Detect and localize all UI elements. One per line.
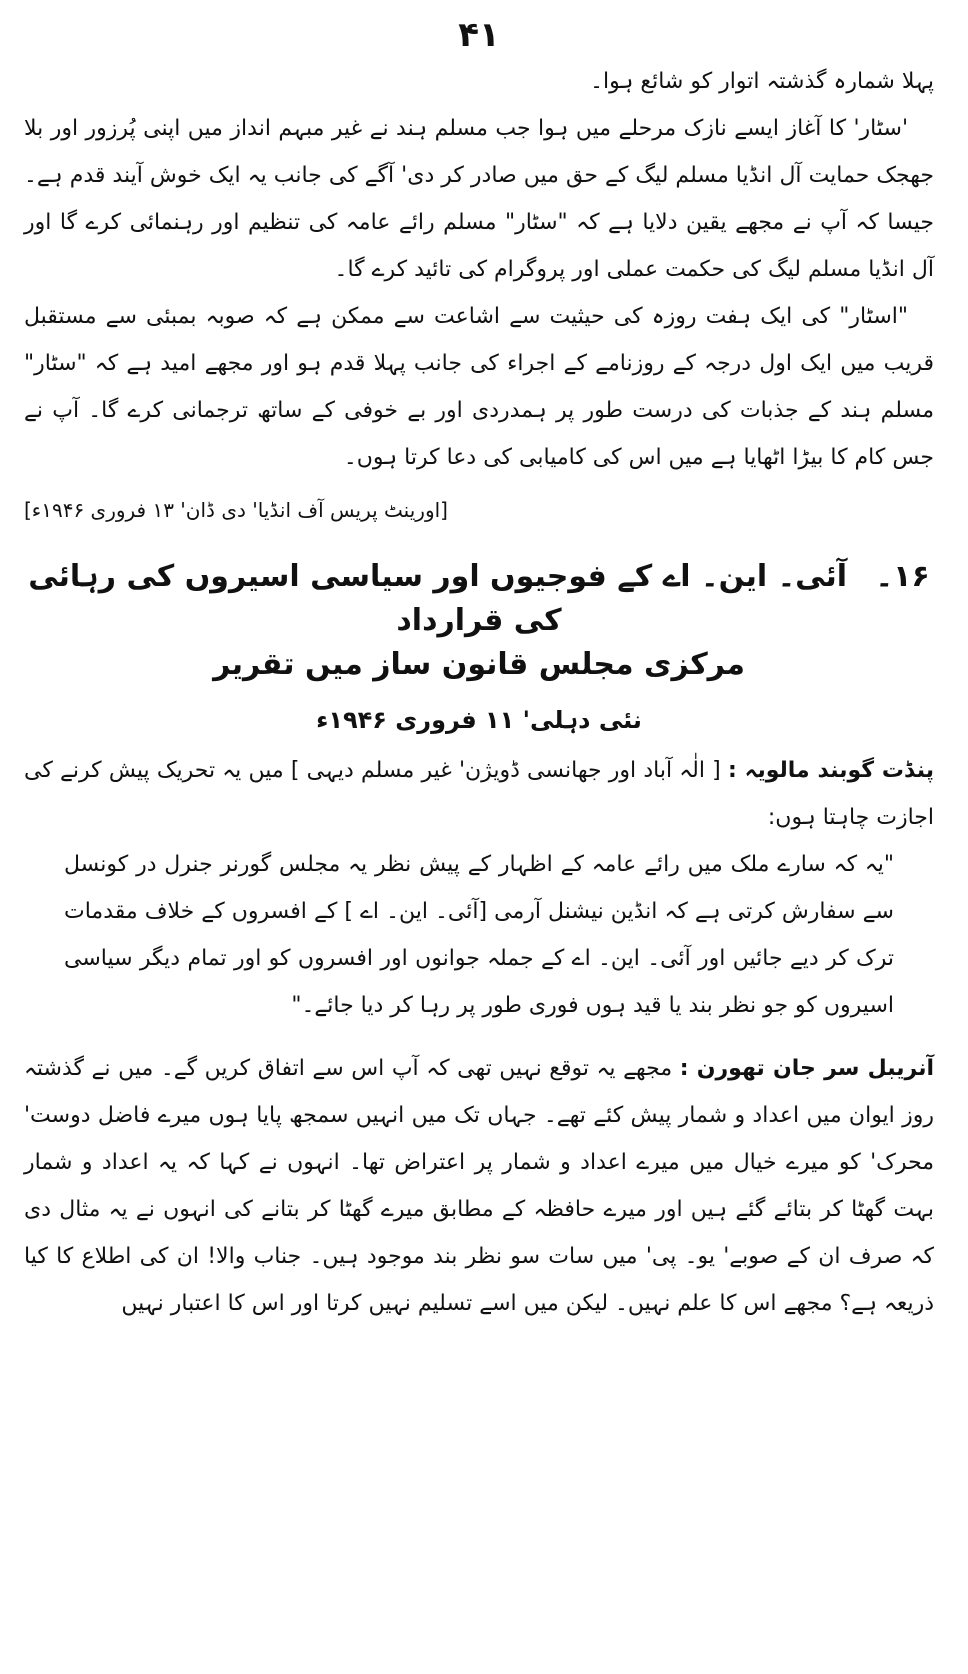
section-title: آئی۔ این۔ اے کے فوجیوں اور سیاسی اسیروں کی رہائی کی قرارداد: [28, 559, 848, 638]
speech-text: مجھے یہ توقع نہیں تھی کہ آپ اس سے اتفاق کریں گے۔ میں نے گذشتہ روز ایوان میں اعداد و شمار پیش کئے تھے۔ جہاں تک میں انہیں سمجھ پایا ہوں میرے فاضل دوست' محرک' کو میرے خیال میں میرے اعداد و شمار پر اعتراض تھا۔ انہوں نے کہا کہ یہ اعداد و شمار بہت گھٹا کر بتائے گئے ہیں اور میرے حافظہ کے مطابق میرے گھٹا کر بتانے کی انہوں نے یہ مثال دی کہ صرف ان کے صوبے' یو۔ پی' میں سات سو نظر بند موجود ہیں۔ جناب والا! ان کی اطلاع کا کیا ذریعہ ہے؟ مجھے اس کا علم نہیں۔ لیکن میں اسے تسلیم نہیں کرتا اور اس کا اعتبار نہیں: [24, 1056, 934, 1316]
section-heading: [24, 555, 934, 643]
source-citation: [اورینٹ پریس آف انڈیا' دی ڈان' ۱۳ فروری ۱۹۴۶ء]: [24, 498, 448, 522]
resolution-quote: "یہ کہ سارے ملک میں رائے عامہ کے اظہار کے پیش نظر یہ مجلس گورنر جنرل در کونسل سے سفارش کرتی ہے کہ انڈین نیشنل آرمی [آئی۔ این۔ اے ] کے افسروں کے خلاف مقدمات ترک کر دیے جائیں اور آئی۔ این۔ اے کے جملہ جوانوں اور افسروں کو اور تمام دیگر سیاسی اسیروں کو جو نظر بند یا قید ہوں فوری طور پر رہا کر دیا جائے۔": [64, 852, 894, 1018]
speech-thorne: [24, 1045, 934, 1327]
speaker-name: پنڈت گوبند مالویہ :: [727, 758, 934, 783]
page-number: ۴۱: [458, 15, 500, 55]
speech-malviya: [24, 747, 934, 841]
dateline: نئی دہلی' ۱۱ فروری ۱۹۴۶ء: [316, 706, 642, 734]
speech-text: [ الٰہ آباد اور جھانسی ڈویژن' غیر مسلم دیہی ] میں یہ تحریک پیش کرنے کی اجازت چاہتا ہوں:: [24, 758, 934, 830]
paragraph-2: 'سٹار' کا آغاز ایسے نازک مرحلے میں ہوا جب مسلم ہند نے غیر مبہم انداز میں اپنی پُرزور اور بلا جھجک حمایت آل انڈیا مسلم لیگ کے حق میں صادر کر دی' آگے کی جانب یہ ایک خوش آیند قدم ہے۔ جیسا کہ آپ نے مجھے یقین دلایا ہے کہ "سٹار" مسلم رائے عامہ کی تنظیم اور رہنمائی کرے گا اور آل انڈیا مسلم لیگ کی حکمت عملی اور پروگرام کی تائید کرے گا۔: [24, 116, 934, 282]
section-subtitle: مرکزی مجلس قانون ساز میں تقریر: [213, 647, 745, 682]
spacer: [24, 1029, 934, 1045]
speaker-name: آنریبل سر جان تھورن :: [679, 1056, 934, 1081]
paragraph-3: "اسٹار" کی ایک ہفت روزہ کی حیثیت سے اشاعت سے ممکن ہے کہ صوبہ بمبئی سے مستقبل قریب میں ایک اول درجہ کے روزنامے کے اجراء کی جانب پہلا قدم ہو اور مجھے امید ہے کہ "سٹار" مسلم ہند کے جذبات کی درست طور پر ہمدردی اور بے خوفی کے ساتھ ترجمانی کرے گا۔ آپ نے جس کام کا بیڑا اٹھایا ہے میں اس کی کامیابی کی دعا کرتا ہوں۔: [24, 304, 934, 470]
section-number: ۱۶۔: [875, 559, 930, 594]
paragraph-1: پہلا شمارہ گذشتہ اتوار کو شائع ہوا۔: [590, 69, 934, 94]
